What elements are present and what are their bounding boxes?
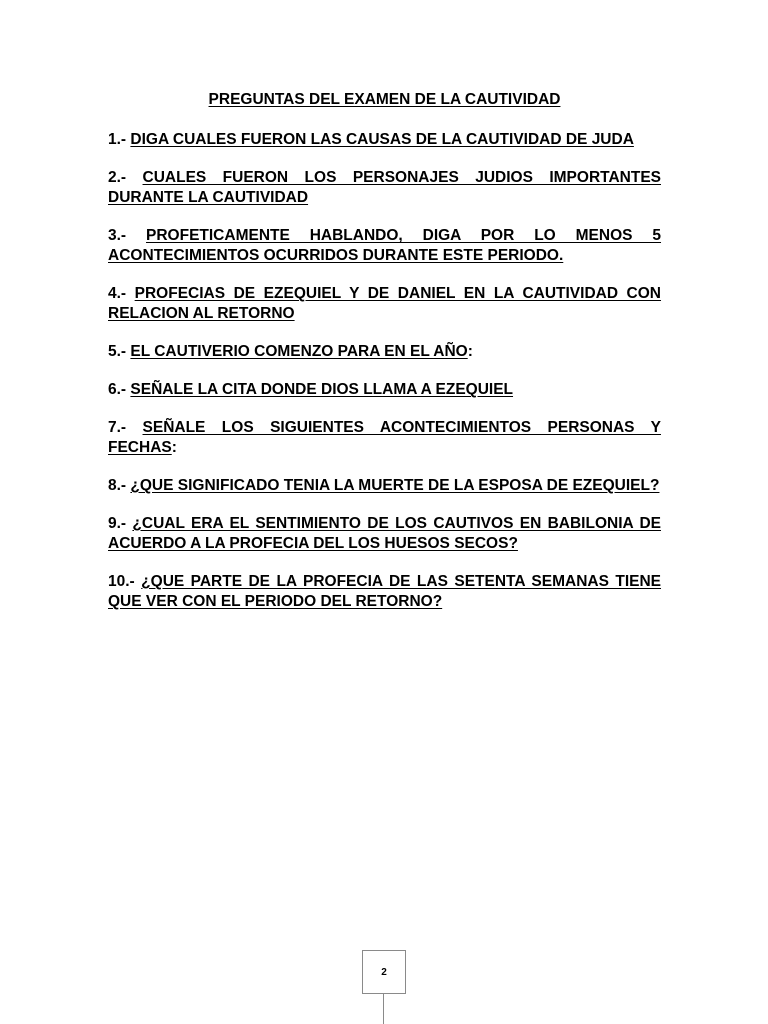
question-text: EL CAUTIVERIO COMENZO PARA EN EL AÑO — [130, 343, 468, 360]
question-suffix: : — [467, 343, 473, 360]
question-suffix: : — [171, 439, 177, 456]
question-10 — [108, 572, 661, 612]
question-2 — [108, 168, 661, 208]
question-number: 5.- — [108, 343, 127, 360]
question-text: SEÑALE LA CITA DONDE DIOS LLAMA A EZEQUIEL — [130, 381, 514, 398]
question-1 — [108, 130, 661, 150]
question-text: ¿QUE SIGNIFICADO TENIA LA MUERTE DE LA ESPOSA DE EZEQUIEL? — [130, 477, 660, 494]
question-number: 2.- — [108, 169, 127, 186]
question-list — [108, 130, 661, 630]
question-number: 9.- — [108, 515, 127, 532]
question-number: 1.- — [108, 131, 127, 148]
question-7 — [108, 418, 661, 458]
question-text: PROFECIAS DE EZEQUIEL Y DE DANIEL EN LA CAUTIVIDAD CON RELACION AL RETORNO — [108, 285, 662, 322]
question-number: 3.- — [108, 227, 127, 244]
question-number: 4.- — [108, 285, 127, 302]
question-8 — [108, 476, 661, 496]
question-text: ¿QUE PARTE DE LA PROFECIA DE LAS SETENTA SEMANAS TIENE QUE VER CON EL PERIODO DEL RETORNO? — [108, 573, 662, 610]
question-text: PROFETICAMENTE HABLANDO, DIGA POR LO MENOS 5 ACONTECIMIENTOS OCURRIDOS DURANTE ESTE PERIODO. — [108, 227, 662, 264]
question-3 — [108, 226, 661, 266]
question-text: SEÑALE LOS SIGUIENTES ACONTECIMIENTOS PERSONAS Y FECHAS — [108, 419, 661, 456]
question-text: CUALES FUERON LOS PERSONAJES JUDIOS IMPORTANTES DURANTE LA CAUTIVIDAD — [108, 169, 661, 206]
page-number-box — [362, 950, 406, 994]
page-title: PREGUNTAS DEL EXAMEN DE LA CAUTIVIDAD — [208, 91, 561, 108]
question-4 — [108, 284, 661, 324]
question-number: 10.- — [108, 573, 135, 590]
question-9 — [108, 514, 661, 554]
question-text: ¿CUAL ERA EL SENTIMIENTO DE LOS CAUTIVOS EN BABILONIA DE ACUERDO A LA PROFECIA DEL LOS HUESOS SECOS? — [108, 515, 661, 552]
question-5 — [108, 342, 661, 362]
question-number: 7.- — [108, 419, 127, 436]
question-text: DIGA CUALES FUERON LAS CAUSAS DE LA CAUTIVIDAD DE JUDA — [130, 131, 634, 148]
question-number: 8.- — [108, 477, 127, 494]
question-6 — [108, 380, 661, 400]
page-number: 2 — [381, 966, 387, 978]
page-number-divider — [383, 994, 384, 1024]
question-number: 6.- — [108, 381, 127, 398]
